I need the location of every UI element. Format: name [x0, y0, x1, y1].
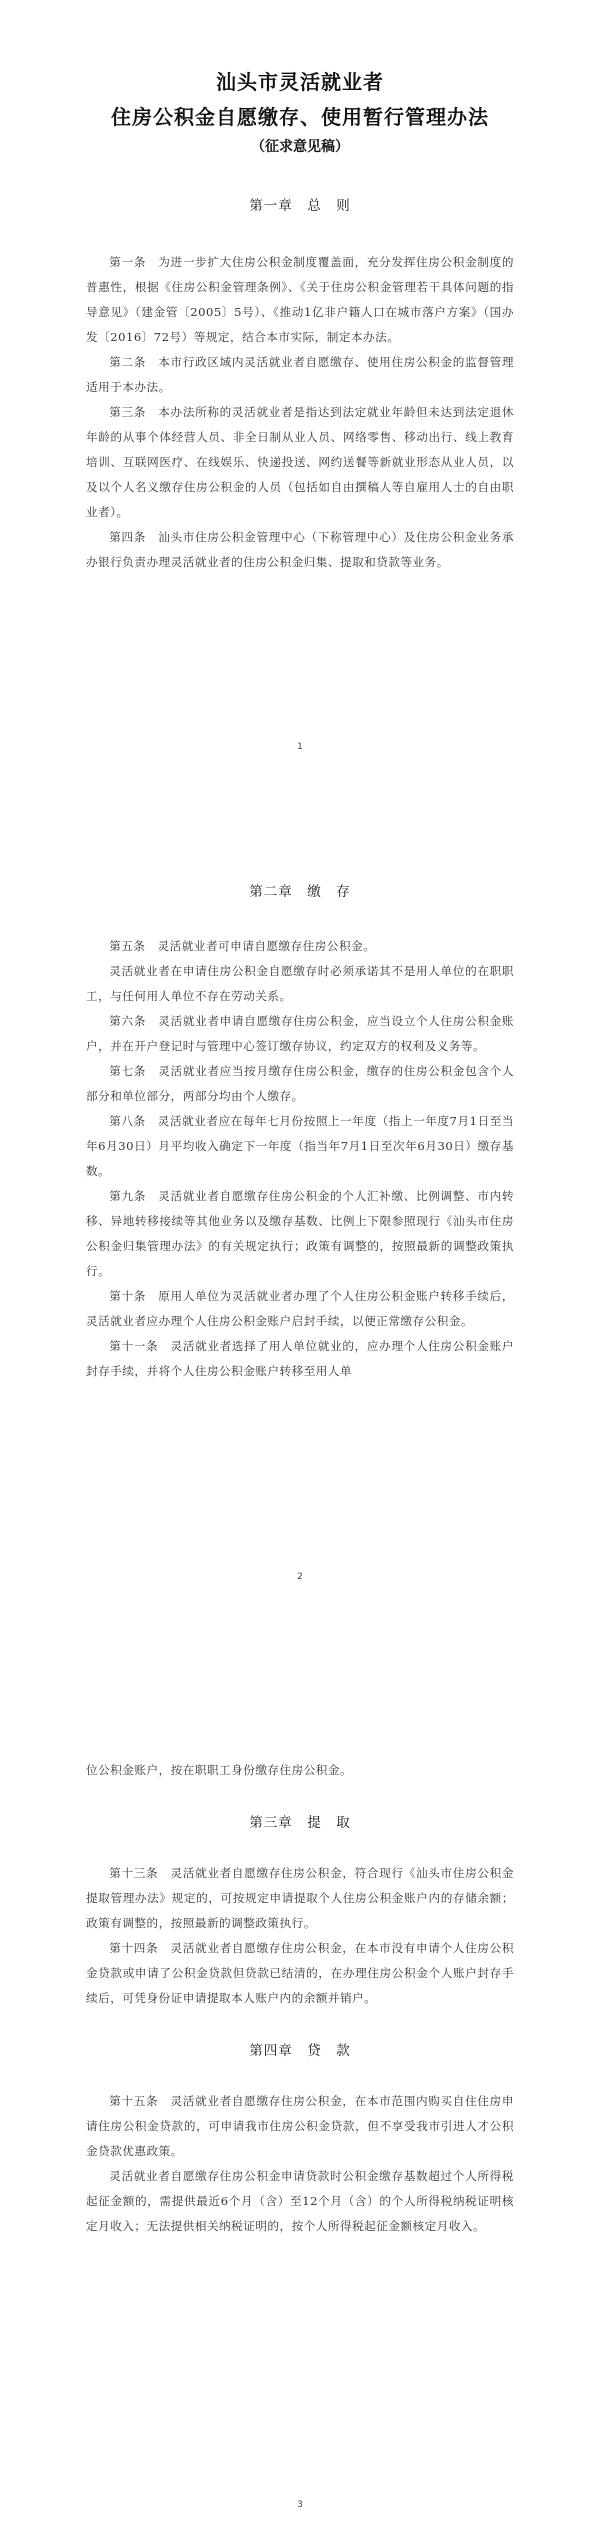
chapter-heading: 第三章 提 取 — [249, 1815, 351, 1831]
article-paragraph: 第十一条 灵活就业者选择了用人单位就业的，应办理个人住房公积金账户封存手续，并将个人住房公积金账户转移至用人单 — [86, 1339, 514, 1378]
page-number: 2 — [297, 1572, 303, 1582]
document-title-line-2: 住房公积金自愿缴存、使用暂行管理办法 — [111, 105, 489, 129]
page-1 — [0, 0, 600, 800]
article-paragraph: 第五条 灵活就业者可申请自愿缴存住房公积金。 — [109, 939, 376, 953]
chapter-heading: 第四章 贷 款 — [249, 2043, 351, 2059]
article-paragraph: 灵活就业者自愿缴存住房公积金申请贷款时公积金缴存基数超过个人所得税起征金额的，需提供最近6个月（含）至12个月（含）的个人所得税纳税证明核定月收入；无法提供相关纳税证明的，按个人所得税起征金额核定月收入。 — [86, 2169, 514, 2233]
document-title-line-1: 汕头市灵活就业者 — [216, 70, 384, 94]
article-paragraph: 第十四条 灵活就业者自愿缴存住房公积金，在本市没有申请个人住房公积金贷款或申请了公积金贷款但贷款已结清的，在办理住房公积金个人账户封存手续后，可凭身份证申请提取本人账户内的余额并销户。 — [86, 1941, 514, 2005]
article-paragraph: 第十条 原用人单位为灵活就业者办理了个人住房公积金账户转移手续后，灵活就业者应办理个人住房公积金账户启封手续，以便正常缴存公积金。 — [86, 1289, 514, 1328]
page-3 — [0, 1700, 600, 2546]
article-paragraph: 第八条 灵活就业者应在每年七月份按照上一年度（指上一年度7月1日至当年6月30日）月平均收入确定下一年度（指当年7月1日至次年6月30日）缴存基数。 — [86, 1114, 514, 1178]
article-paragraph: 第九条 灵活就业者自愿缴存住房公积金的个人汇补缴、比例调整、市内转移、异地转移接续等其他业务以及缴存基数、比例上下限参照现行《汕头市住房公积金归集管理办法》的有关规定执行；政策有调整的，按照最新的调整政策执行。 — [86, 1189, 514, 1278]
document-subtitle: （征求意见稿） — [251, 139, 349, 155]
article-paragraph: 第一条 为进一步扩大住房公积金制度覆盖面，充分发挥住房公积金制度的普惠性，根据《住房公积金管理条例》、《关于住房公积金管理若干具体问题的指导意见》（建金管〔2005〕5号）、《推动1亿非户籍人口在城市落户方案》（国办发〔2016〕72号）等规定，结合本市实际，制定本办法。 — [86, 255, 514, 344]
article-paragraph: 第六条 灵活就业者申请自愿缴存住房公积金，应当设立个人住房公积金账户，并在开户登记时与管理中心签订缴存协议，约定双方的权利及义务等。 — [86, 1014, 514, 1053]
chapter-heading: 第二章 缴 存 — [249, 884, 351, 900]
article-paragraph: 第三条 本办法所称的灵活就业者是指达到法定就业年龄但未达到法定退休年龄的从事个体经营人员、非全日制从业人员、网络零售、移动出行、线上教育培训、互联网医疗、在线娱乐、快递投送、网约送餐等新就业形态从业人员，以及以个人名义缴存住房公积金的人员（包括如自由撰稿人等自雇用人士的自由职业者）。 — [86, 405, 514, 519]
page-2 — [0, 810, 600, 1690]
article-paragraph: 第七条 灵活就业者应当按月缴存住房公积金，缴存的住房公积金包含个人部分和单位部分，两部分均由个人缴存。 — [86, 1064, 514, 1103]
continued-paragraph: 位公积金账户，按在职职工身份缴存住房公积金。 — [86, 1763, 353, 1777]
article-paragraph: 第二条 本市行政区域内灵活就业者自愿缴存、使用住房公积金的监督管理适用于本办法。 — [86, 355, 514, 394]
page-number: 1 — [297, 742, 303, 752]
page-number: 3 — [297, 2500, 303, 2510]
article-paragraph: 第十五条 灵活就业者自愿缴存住房公积金，在本市范围内购买自住住房申请住房公积金贷款的，可申请我市住房公积金贷款，但不享受我市引进人才公积金贷款优惠政策。 — [86, 2094, 514, 2158]
chapter-heading: 第一章 总 则 — [249, 198, 351, 214]
article-paragraph: 第四条 汕头市住房公积金管理中心（下称管理中心）及住房公积金业务承办银行负责办理灵活就业者的住房公积金归集、提取和贷款等业务。 — [86, 530, 514, 569]
article-paragraph: 第十三条 灵活就业者自愿缴存住房公积金，符合现行《汕头市住房公积金提取管理办法》规定的，可按规定申请提取个人住房公积金账户内的存储余额；政策有调整的，按照最新的调整政策执行。 — [86, 1866, 514, 1930]
article-paragraph: 灵活就业者在申请住房公积金自愿缴存时必须承诺其不是用人单位的在职职工，与任何用人单位不存在劳动关系。 — [86, 964, 514, 1003]
